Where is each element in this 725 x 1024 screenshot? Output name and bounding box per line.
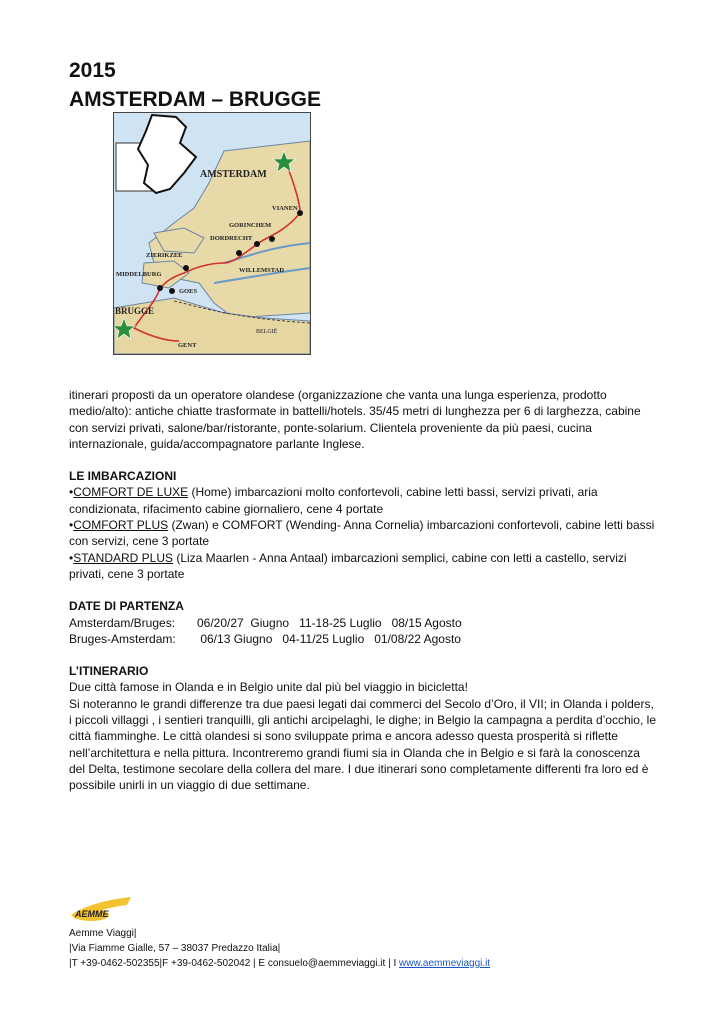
boat-item: •COMFORT DE LUXE (Home) imbarcazioni molto confortevoli, cabine letti bassi, servizi privati, aria condizionata, rifacimento cabine giornaliero, cene 4 portate (69, 485, 598, 516)
map-label-belgie: BELGIË (256, 329, 278, 335)
departure-dates: 06/13 Giugno 04-11/25 Luglio 01/08/22 Agosto (197, 631, 461, 646)
boat-item: •STANDARD PLUS (Liza Maarlen - Anna Antaal) imbarcazioni semplici, cabine con letti a castello, servizi privati, cene 3 portate (69, 550, 627, 581)
company-name: Aemme Viaggi| (69, 928, 137, 939)
aemme-logo-graphic (69, 895, 135, 923)
intro-paragraph: itinerari proposti da un operatore olandese (organizzazione che vanta una lunga esperienza, prodotto medio/alto): antiche chiatte trasformate in battelli/hotels. 35/45 metri di lunghezza per 6 di larghezza, cabine con servizi privati, salone/bar/ristorante, ponte-solarium. Clientela proveniente da più paesi, cucina internazionale, guida/accompagnatore parlante Inglese. (69, 388, 641, 451)
company-address: |Via Fiamme Gialle, 57 – 38037 Predazzo Italia| (69, 943, 281, 954)
route-map (113, 112, 311, 355)
city-dot (297, 210, 303, 216)
map-label-middelburg: MIDDELBURG (116, 271, 162, 278)
city-dot (157, 285, 163, 291)
map-label-dordrecht: DORDRECHT (210, 235, 253, 242)
map-label-gent: GENT (178, 342, 197, 349)
itinerary-text: Si noteranno le grandi differenze tra due paesi legati dai commerci del Secolo d’Oro, il VII; in Olanda i polders, i piccoli villaggi , i sentieri tranquilli, gli antichi arcipelaghi, le dighe; in Belgio la campagna a perdita d’occhio, le città fiamminghe. Le città olandesi si sono sviluppate prima e ancora adesso questa prosperità si riflette nell’architettura e nella pittura. Incontreremo grandi fiumi sia in Olanda che in Belgio e si farà la conoscenza del Delta, testimone secolare della collera del mare. I due itinerari sono completamente differenti fra loro ed è possibile unirli in un viaggio di due settimane. (69, 696, 656, 793)
city-dot (236, 250, 242, 256)
departure-route: Amsterdam/Bruges: (69, 615, 176, 630)
city-dot (254, 241, 260, 247)
inset-outline (138, 115, 196, 193)
page-title (69, 56, 321, 114)
itinerary-heading: L’ITINERARIO (69, 664, 149, 679)
boat-name: STANDARD PLUS (73, 550, 173, 565)
departure-route: Bruges-Amsterdam: (69, 631, 176, 646)
departure-dates: 06/20/27 Giugno 11-18-25 Luglio 08/15 Agosto (197, 615, 462, 630)
city-dot (269, 236, 275, 242)
main-content (69, 387, 659, 794)
website-link[interactable]: www.aemmeviaggi.it (399, 958, 491, 969)
city-dot (169, 288, 175, 294)
company-contacts: |T +39-0462-502355|F +39-0462-502042 | E consuelo@aemmeviaggi.it | I www.aemmeviaggi.it (69, 958, 491, 969)
itinerary-subtitle: Due città famose in Olanda e in Belgio unite dal più bel viaggio in bicicletta! (69, 680, 468, 695)
boat-name: COMFORT DE LUXE (73, 485, 189, 500)
logo-text: AEMME (75, 909, 109, 919)
city-dot (183, 265, 189, 271)
map-label-amsterdam: AMSTERDAM (200, 169, 267, 180)
departure-row (69, 615, 659, 631)
map-label-vianen: VIANEN (272, 205, 298, 212)
boats-heading: LE IMBARCAZIONI (69, 469, 177, 484)
map-label-brugge: BRUGGE (115, 306, 155, 316)
boat-name: COMFORT PLUS (73, 518, 169, 533)
title-route: AMSTERDAM – BRUGGE (69, 88, 322, 111)
boat-item: •COMFORT PLUS (Zwan) e COMFORT (Wending- Anna Cornelia) imbarcazioni confortevoli, cabine letti bassi con servizi, cene 3 portate (69, 518, 655, 549)
footer (69, 895, 490, 971)
aemme-logo (69, 895, 135, 923)
map-label-zierikzee: ZIERIKZEE (146, 252, 183, 259)
map-label-gorinchem: GORINCHEM (229, 222, 272, 229)
departure-row (69, 631, 659, 647)
map-label-willemstad: WILLEMSTAD (239, 267, 285, 274)
route-map-graphic (114, 113, 310, 354)
map-label-goes: GOES (179, 288, 198, 295)
departures-heading: DATE DI PARTENZA (69, 599, 184, 614)
title-year: 2015 (69, 59, 116, 82)
